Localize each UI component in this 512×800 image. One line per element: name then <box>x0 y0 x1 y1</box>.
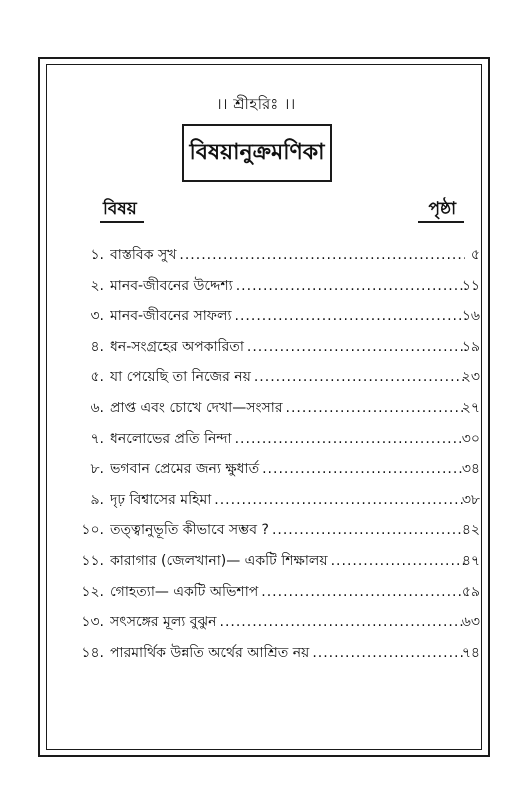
entry-number: ৯. <box>90 491 104 508</box>
entry-title-line <box>110 365 465 389</box>
entry-title: মানব-জীবনের সাফল্য <box>110 308 232 325</box>
subject-header-underline <box>100 221 144 223</box>
entry-page-number: ৫ <box>470 247 480 263</box>
dot-leader <box>220 614 466 630</box>
entry-number: ১. <box>90 247 104 263</box>
entry-page-number: ৭৪ <box>461 644 480 661</box>
entry-number: ১১. <box>81 552 104 569</box>
dot-leader <box>286 400 465 416</box>
toc-row[interactable] <box>60 635 480 666</box>
invocation-heading: ।। শ্রীহরিঃ ।। <box>216 95 296 113</box>
toc-row[interactable] <box>60 482 480 513</box>
toc-row[interactable] <box>60 604 480 635</box>
toc-row[interactable] <box>60 421 480 452</box>
entry-title: সৎসঙ্গের মূল্য বুঝুন <box>110 614 217 631</box>
column-header-page: পৃষ্ঠা <box>428 199 456 219</box>
page-title-text: বিষয়ানুক্রমণিকা <box>189 139 325 165</box>
entry-title-line <box>110 335 465 359</box>
toc-row[interactable] <box>60 451 480 482</box>
dot-leader <box>235 431 465 447</box>
dot-leader <box>247 339 465 355</box>
entry-number: ৩. <box>90 308 104 325</box>
entry-number: ৭. <box>90 430 104 447</box>
entry-title-line <box>110 274 465 298</box>
entry-number: ৮. <box>90 461 104 478</box>
entry-page-number: ১৯ <box>461 338 480 355</box>
toc-row[interactable] <box>60 512 480 543</box>
entry-number: ৫. <box>90 369 104 386</box>
entry-page-number: ৪২ <box>461 522 480 539</box>
entry-title: মানব-জীবনের উদ্দেশ্য <box>110 277 233 294</box>
toc-row[interactable] <box>60 359 480 390</box>
dot-leader <box>214 492 465 508</box>
entry-title: কারাগার (জেলখানা)— একটি শিক্ষালয় <box>110 552 328 569</box>
dot-leader <box>261 584 465 600</box>
entry-title-line <box>110 396 465 420</box>
entry-number: ২. <box>90 277 104 294</box>
entry-title-line <box>110 488 465 512</box>
entry-page-number: ৩৪ <box>461 461 480 478</box>
page-title <box>182 124 332 182</box>
entry-number: ৪. <box>90 338 104 355</box>
dot-leader <box>254 369 465 385</box>
toc-row[interactable] <box>60 390 480 421</box>
entry-title: ভগবান প্রেমের জন্য ক্ষুধার্ত <box>110 461 260 478</box>
entry-number: ১২. <box>81 583 104 600</box>
entry-page-number: ১১ <box>461 277 480 294</box>
entry-number: ৬. <box>90 399 104 416</box>
page-header-underline <box>418 221 464 223</box>
dot-leader <box>262 461 465 477</box>
column-header-subject: বিষয় <box>103 199 137 219</box>
entry-title-line <box>110 641 465 665</box>
entry-title-line <box>110 518 465 542</box>
entry-page-number: ৫৯ <box>461 583 480 600</box>
toc-row[interactable] <box>60 543 480 574</box>
entry-title: দৃঢ় বিশ্বাসের মহিমা <box>110 491 212 508</box>
dot-leader <box>235 308 465 324</box>
entry-page-number: ২৩ <box>461 369 480 386</box>
toc-row[interactable] <box>60 237 480 268</box>
entry-page-number: ১৬ <box>461 308 480 325</box>
entry-page-number: ৬৩ <box>461 614 480 631</box>
dot-leader <box>236 278 465 294</box>
entry-title: যা পেয়েছি তা নিজের নয় <box>110 369 251 386</box>
entry-page-number: ২৭ <box>461 399 480 416</box>
entry-number: ১৪. <box>81 644 104 661</box>
dot-leader <box>179 247 465 263</box>
entry-title-line <box>110 304 465 328</box>
entry-page-number: ৩৮ <box>461 491 480 508</box>
entry-title: তত্ত্বানুভূতি কীভাবে সম্ভব ? <box>110 522 269 539</box>
table-of-contents <box>60 237 480 665</box>
entry-title: গোহত্যা— একটি অভিশাপ <box>110 583 259 600</box>
entry-title: ধন-সংগ্রহের অপকারিতা <box>110 338 244 355</box>
entry-number: ১০. <box>81 522 104 539</box>
toc-row[interactable] <box>60 574 480 605</box>
entry-title-line <box>110 427 465 451</box>
entry-title: ধনলোভের প্রতি নিন্দা <box>110 430 232 447</box>
toc-row[interactable] <box>60 329 480 360</box>
entry-title-line <box>110 580 465 604</box>
entry-title-line <box>110 243 465 267</box>
entry-title: পারমার্থিক উন্নতি অর্থের আশ্রিত নয় <box>110 644 310 661</box>
entry-page-number: ৪৭ <box>461 552 480 569</box>
dot-leader <box>272 522 465 538</box>
entry-title-line <box>110 457 465 481</box>
toc-row[interactable] <box>60 268 480 299</box>
entry-title-line <box>110 610 465 634</box>
entry-page-number: ৩০ <box>461 430 480 447</box>
entry-title: প্রাপ্ত এবং চোখে দেখা—সংসার <box>110 399 283 416</box>
entry-title-line <box>110 549 465 573</box>
entry-title: বাস্তবিক সুখ <box>110 247 177 263</box>
toc-row[interactable] <box>60 298 480 329</box>
entry-number: ১৩. <box>81 614 104 631</box>
